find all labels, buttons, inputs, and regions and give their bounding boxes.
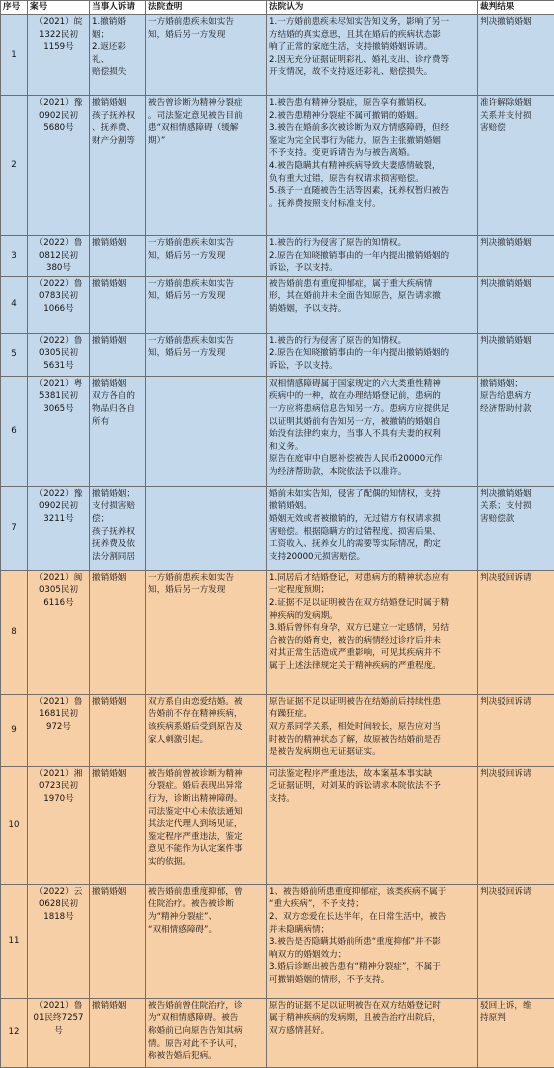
cell-court-opinion-line: 2.因无充分证据证明彩礼、婚礼支出、诊疗费等: [269, 54, 475, 67]
cell-case-number-line: （2021）皖: [30, 16, 87, 29]
cell-index: 3: [1, 236, 28, 277]
table-row: [1, 333, 554, 376]
cell-index: 5: [1, 333, 28, 376]
header-claims: 当事人诉请: [90, 1, 146, 15]
cell-judgment-result: [478, 96, 554, 236]
cell-court-findings-line: 被告婚前曾住院治疗，诊: [148, 1000, 264, 1013]
cell-court-opinion: [267, 333, 478, 376]
cell-court-findings: [146, 694, 267, 766]
cell-court-opinion-line: 害赔偿。根据隐瞒方的过错程度、损害后果、: [269, 526, 475, 539]
cell-case-number-line: 5631号: [30, 360, 87, 373]
cell-court-opinion-line: 原告的证据不足以证明被告在双方结婚登记时: [269, 1000, 475, 1013]
cell-court-opinion-line: 不予支持。变更诉请告为与被告离婚。: [269, 147, 475, 160]
cell-judgment-result-line: 持原判: [480, 1012, 552, 1025]
table-header-row: [1, 1, 554, 15]
cell-claims-line: 撤销婚姻；: [92, 488, 143, 501]
cell-court-opinion-line: 2.被告患精神分裂症不属可撤销的婚姻。: [269, 110, 475, 123]
cell-court-findings-line: 其法定代理人到场见证，: [148, 818, 264, 831]
cell-court-findings-line: 一方婚前患疾未如实告: [148, 278, 264, 291]
cell-case-number-line: （2021）粤: [30, 378, 87, 391]
cell-claims: [90, 766, 146, 884]
cell-judgment-result: [478, 766, 554, 884]
cell-case-number-line: 1970号: [30, 793, 87, 806]
cell-judgment-result-line: 判决撤销婚姻: [480, 237, 552, 250]
cell-court-opinion: [267, 570, 478, 694]
cell-court-opinion: [267, 96, 478, 236]
cell-index: 10: [1, 766, 28, 884]
cell-court-opinion-line: 原告在庭审中自愿补偿被告人民币20000元作: [269, 453, 475, 466]
cell-court-findings: [146, 766, 267, 884]
cell-case-number-line: 0902民初: [30, 110, 87, 123]
cell-court-opinion: [267, 236, 478, 277]
cell-judgment-result: [478, 276, 554, 333]
cell-court-opinion-line: 原告证据不足以证明被告在结婚前后持续性患: [269, 696, 475, 709]
cell-case-number-line: 0305民初: [30, 584, 87, 597]
cell-court-opinion-line: 1.同居后才结婚登记，对患病方的精神状态应有: [269, 572, 475, 585]
table-row: [1, 236, 554, 277]
cell-case-number-line: 3211号: [30, 513, 87, 526]
cell-court-opinion-line: 有躁狂症。: [269, 708, 475, 721]
cell-case-number: [28, 96, 90, 236]
cell-claims-line: 孩子抚养权: [92, 110, 143, 123]
cell-court-opinion-line: 和义务。: [269, 441, 475, 454]
cell-court-findings-line: 意见不能作为认定案件事: [148, 843, 264, 856]
cell-index: 4: [1, 276, 28, 333]
cell-court-findings: [146, 276, 267, 333]
cell-case-number-line: （2022）鲁: [30, 335, 87, 348]
cell-claims-line: 1.撤销婚: [92, 16, 143, 29]
cell-court-opinion-line: 4.被告隐瞒其有精神疾病导致夫妻感情破裂，: [269, 160, 475, 173]
cell-case-number-line: 号: [30, 1025, 87, 1038]
cell-court-opinion-line: 合被告的婚育史，被告的病情经过诊疗后并未: [269, 635, 475, 648]
cell-index: 9: [1, 694, 28, 766]
cell-claims-line: 撤销婚姻: [92, 97, 143, 110]
cell-index: 11: [1, 884, 28, 998]
cell-court-opinion-line: 响了正常的家庭生活，支持撤销婚姻诉请。: [269, 41, 475, 54]
cell-claims-line: 撤销婚姻: [92, 278, 143, 291]
cell-case-number-line: 1159号: [30, 41, 87, 54]
cell-claims-line: 撤销婚姻: [92, 886, 143, 899]
cell-court-findings-line: 告婚前不存在精神疾病，: [148, 708, 264, 721]
table-row: [1, 96, 554, 236]
cell-court-opinion-line: 支持20000元损害赔偿。: [269, 551, 475, 564]
cell-court-opinion-line: 2.原告在知晓撤销事由的一年内提出撤销婚姻的: [269, 250, 475, 263]
cell-court-findings: [146, 15, 267, 96]
cell-judgment-result-line: 经济帮助付款: [480, 403, 552, 416]
table-body: [1, 15, 554, 1068]
cell-court-findings-line: 该疾病系婚后受到原告及: [148, 721, 264, 734]
cell-judgment-result: [478, 376, 554, 486]
cell-case-number-line: （2022）云: [30, 886, 87, 899]
cell-court-opinion-line: 3.婚后曾怀有身孕，双方已建立一定感情，另结: [269, 622, 475, 635]
cell-claims: [90, 15, 146, 96]
cell-claims: [90, 96, 146, 236]
cell-court-opinion-line: 属于上述法律规定关于精神疾病的严重程度。: [269, 660, 475, 673]
cell-court-findings-line: 被告婚前患重度抑郁，曾: [148, 886, 264, 899]
cell-case-number: [28, 998, 90, 1067]
cell-court-opinion-line: 对其正常生活造成严重影响，可见其疾病并不: [269, 647, 475, 660]
cell-court-opinion-line: 并未隐瞒病情；: [269, 924, 475, 937]
cell-court-findings-line: 一方婚前患疾未如实告: [148, 237, 264, 250]
cell-court-findings-line: 被告曾诊断为精神分裂症: [148, 97, 264, 110]
cell-judgment-result-line: 判决撤销婚姻: [480, 335, 552, 348]
cell-court-findings-line: 知，婚后另一方发现: [148, 584, 264, 597]
cell-claims-line: 撤销婚姻: [92, 572, 143, 585]
cell-judgment-result-line: 判决撤销婚姻: [480, 16, 552, 29]
cell-judgment-result: [478, 486, 554, 570]
cell-court-opinion-line: 可撤销婚姻的情形，不予支持。: [269, 974, 475, 987]
cell-claims-line: 撤销婚姻: [92, 378, 143, 391]
cell-claims-line: 撤销婚姻: [92, 335, 143, 348]
cell-court-opinion-line: 鉴定为完全民事行为能力，原告主张撤销婚姻: [269, 135, 475, 148]
cell-court-opinion-line: 5.孩子一直随被告生活等因素，抚养权暂归被告: [269, 185, 475, 198]
cell-court-opinion-line: 始没有法律约束力，当事人不具有夫妻的权利: [269, 428, 475, 441]
cell-case-number-line: 1681民初: [30, 708, 87, 721]
cell-judgment-result-line: 判决驳回诉请: [480, 696, 552, 709]
cell-judgment-result-line: 判决撤销婚姻: [480, 488, 552, 501]
cell-case-number-line: （2022）鲁: [30, 278, 87, 291]
cell-court-findings-line: 知，婚后另一方发现: [148, 290, 264, 303]
cell-court-opinion-line: 是被告发病期也无证据证实。: [269, 746, 475, 759]
cell-judgment-result-line: 关系并支付损: [480, 110, 552, 123]
cell-court-findings: [146, 96, 267, 236]
cell-court-opinion-line: 2.原告在知晓撤销事由的一年内提出撤销婚姻的: [269, 347, 475, 360]
cell-judgment-result: [478, 998, 554, 1067]
cell-court-opinion-line: 工资收入、抚养女儿的需要等实际情况，酌定: [269, 538, 475, 551]
cell-claims-line: 所有: [92, 416, 143, 429]
cell-court-findings-line: 双方系自由恋爱结婚。被: [148, 696, 264, 709]
cell-court-opinion-line: 方结婚的真实意思，且其在婚后的疾病状态影: [269, 29, 475, 42]
cell-court-opinion-line: 疾病中的一种，故在办理结婚登记前，患病的: [269, 390, 475, 403]
cell-court-opinion-line: 2、双方恋爱在长达半年，在日常生活中，被告: [269, 911, 475, 924]
cell-case-number-line: 1322民初: [30, 29, 87, 42]
cell-judgment-result-line: 判决驳回诉请: [480, 768, 552, 781]
cell-case-number-line: 5381民初: [30, 390, 87, 403]
cell-court-findings-line: 家人刺激引起。: [148, 734, 264, 747]
cell-court-opinion: [267, 486, 478, 570]
cell-court-opinion-line: 响双方的婚姻效力；: [269, 949, 475, 962]
cell-court-findings-line: 称婚前已向原告告知其病: [148, 1025, 264, 1038]
cell-index: 2: [1, 96, 28, 236]
cell-claims: [90, 694, 146, 766]
cell-court-findings-line: 情。原告对此不予认可，: [148, 1038, 264, 1051]
cell-court-opinion: [267, 376, 478, 486]
cell-court-findings-line: 分裂症。婚后表现出异常: [148, 780, 264, 793]
cell-claims-line: 孩子抚养权: [92, 526, 143, 539]
table-row: [1, 998, 554, 1067]
cell-court-findings-line: 。司法鉴定意见被告目前: [148, 110, 264, 123]
cell-case-number: [28, 570, 90, 694]
cell-claims-line: 姻；: [92, 29, 143, 42]
table-row: [1, 570, 554, 694]
cell-claims-line: 偿；: [92, 513, 143, 526]
cell-claims-line: 抚养费及依: [92, 538, 143, 551]
cell-index: 6: [1, 376, 28, 486]
cell-court-opinion-line: 3.被告是否隐瞒其婚前所患“重度抑郁”并不影: [269, 936, 475, 949]
cell-judgment-result-line: 害赔偿: [480, 122, 552, 135]
cell-court-findings: [146, 236, 267, 277]
cell-index: 1: [1, 15, 28, 96]
cell-judgment-result: [478, 884, 554, 998]
cell-judgment-result-line: 原告给患病方: [480, 390, 552, 403]
header-court-opinion: 法院认为: [267, 1, 478, 15]
table-row: [1, 694, 554, 766]
cell-case-number-line: （2022）豫: [30, 488, 87, 501]
cell-judgment-result: [478, 236, 554, 277]
cell-court-findings-line: 为“精神分裂症”、: [148, 911, 264, 924]
cell-court-findings-line: 一方婚前患疾未如实告: [148, 16, 264, 29]
cell-court-opinion-line: 负有重大过错，原告有权请求损害赔偿。: [269, 173, 475, 186]
cell-judgment-result-line: 判决驳回诉请: [480, 886, 552, 899]
cell-court-findings: [146, 570, 267, 694]
cell-claims-line: 法分割同居: [92, 551, 143, 564]
cell-case-number-line: 1066号: [30, 303, 87, 316]
cell-judgment-result-line: 害赔偿款: [480, 513, 552, 526]
cell-court-findings: [146, 486, 267, 570]
cell-court-opinion-line: 销婚姻，予以支持。: [269, 303, 475, 316]
cell-court-opinion-line: 乏证据证明，对刘某的诉讼请求本院依法不予: [269, 780, 475, 793]
cell-court-opinion-line: 婚前未如实告知，侵害了配偶的知情权，支持: [269, 488, 475, 501]
cell-court-opinion-line: 2.证据不足以证明被告在双方结婚登记时属于精: [269, 597, 475, 610]
cell-claims: [90, 998, 146, 1067]
cell-case-number-line: 972号: [30, 721, 87, 734]
cell-claims-line: 物品归各自: [92, 403, 143, 416]
cell-case-number: [28, 276, 90, 333]
cell-court-opinion: [267, 766, 478, 884]
table-row: [1, 486, 554, 570]
cell-claims: [90, 884, 146, 998]
cell-court-findings-line: 行为，诊断出精神障碍。: [148, 793, 264, 806]
cell-claims-line: 双方各自的: [92, 390, 143, 403]
cell-case-number-line: （2021）鲁: [30, 696, 87, 709]
cell-claims: [90, 276, 146, 333]
cell-case-number-line: 380号: [30, 262, 87, 275]
cell-court-opinion-line: 1.被告的行为侵害了原告的知情权。: [269, 237, 475, 250]
cell-judgment-result-line: 撤销婚姻；: [480, 378, 552, 391]
table-row: [1, 15, 554, 96]
cell-case-number: [28, 884, 90, 998]
cell-court-opinion-line: 双相情感障碍属于国家规定的六大类重性精神: [269, 378, 475, 391]
cell-claims: [90, 236, 146, 277]
cell-case-number: [28, 694, 90, 766]
cell-claims-line: 撤销婚姻: [92, 1000, 143, 1013]
cell-case-number-line: 0902民初: [30, 500, 87, 513]
cell-case-number-line: 0628民初: [30, 898, 87, 911]
cell-case-number-line: 0305民初: [30, 347, 87, 360]
cell-court-opinion: [267, 694, 478, 766]
table-row: [1, 376, 554, 486]
cell-claims-line: 撤销婚姻: [92, 237, 143, 250]
cell-claims-line: 赔偿损失: [92, 66, 143, 79]
cell-court-findings-line: 鉴定程序严重违法，鉴定: [148, 831, 264, 844]
cell-claims: [90, 570, 146, 694]
cell-case-number-line: 5680号: [30, 122, 87, 135]
cell-index: 8: [1, 570, 28, 694]
cell-judgment-result-line: 判决驳回诉请: [480, 572, 552, 585]
cell-case-number-line: 0723民初: [30, 780, 87, 793]
cell-case-number-line: 1818号: [30, 911, 87, 924]
cell-court-opinion-line: 司法鉴定程序严重违法，故本案基本事实缺: [269, 768, 475, 781]
cell-judgment-result: [478, 570, 554, 694]
cell-court-opinion-line: 诉讼，予以支持。: [269, 262, 475, 275]
cell-case-number-line: （2022）鲁: [30, 237, 87, 250]
cell-court-findings-line: 知，婚后另一方发现: [148, 347, 264, 360]
cell-case-number-line: 0783民初: [30, 290, 87, 303]
cell-court-opinion-line: 。抚养费按照支付标准支付。: [269, 198, 475, 211]
cell-court-opinion-line: 婚姻无效或者被撤销的，无过错方有权请求损: [269, 513, 475, 526]
cell-court-findings: [146, 998, 267, 1067]
cell-court-findings-line: 知，婚后另一方发现: [148, 29, 264, 42]
cell-case-number-line: 6116号: [30, 597, 87, 610]
cell-court-findings: [146, 884, 267, 998]
cell-court-opinion: [267, 998, 478, 1067]
cell-court-opinion-line: 双方感情甚好。: [269, 1025, 475, 1038]
cell-court-opinion-line: 1.被告的行为侵害了原告的知情权。: [269, 335, 475, 348]
cell-court-opinion-line: 为经济帮助款，本院依法予以准许。: [269, 466, 475, 479]
cell-case-number: [28, 486, 90, 570]
cell-court-opinion-line: 1、被告婚前所患重度抑郁症，该类疾病不属于: [269, 886, 475, 899]
cell-judgment-result: [478, 15, 554, 96]
cell-court-findings-line: “双相情感障碍”。: [148, 924, 264, 937]
cell-claims-line: 2.返还彩礼、: [92, 41, 143, 66]
cell-case-number: [28, 766, 90, 884]
cell-index: 12: [1, 998, 28, 1067]
header-index: 序号: [1, 1, 28, 15]
cell-case-number-line: （2021）鲁: [30, 1000, 87, 1013]
cell-case-number: [28, 236, 90, 277]
cell-case-number: [28, 376, 90, 486]
cell-claims-line: 撤销婚姻: [92, 768, 143, 781]
cell-court-opinion-line: 撤销婚姻。: [269, 500, 475, 513]
header-case-number: 案号: [28, 1, 90, 15]
cell-court-opinion: [267, 884, 478, 998]
cell-judgment-result-line: 驳回上诉，维: [480, 1000, 552, 1013]
cell-court-findings-line: 一方婚前患疾未如实告: [148, 335, 264, 348]
cell-court-findings-line: 实的依据。: [148, 856, 264, 869]
cell-case-number-line: （2021）豫: [30, 97, 87, 110]
cell-judgment-result: [478, 333, 554, 376]
cell-court-opinion-line: 神疾病的发病期。: [269, 610, 475, 623]
cell-court-opinion-line: 开支情况，故不支持返还彩礼、赔偿损失。: [269, 66, 475, 79]
cell-court-findings: [146, 376, 267, 486]
cell-court-opinion-line: 支持。: [269, 793, 475, 806]
cell-judgment-result-line: 判决撤销婚姻: [480, 278, 552, 291]
cell-claims: [90, 486, 146, 570]
cell-claims-line: 、抚养费、: [92, 122, 143, 135]
cell-court-findings: [146, 333, 267, 376]
cell-case-number: [28, 333, 90, 376]
cell-case-number: [28, 15, 90, 96]
cell-claims: [90, 333, 146, 376]
table-row: [1, 276, 554, 333]
cell-court-findings-line: 期）”: [148, 135, 264, 148]
cell-court-opinion-line: “重大疾病”，不予支持；: [269, 898, 475, 911]
table-row: [1, 766, 554, 884]
cell-case-number-line: 3065号: [30, 403, 87, 416]
cell-claims: [90, 376, 146, 486]
header-court-findings: 法院查明: [146, 1, 267, 15]
cell-court-findings-line: 为“双相情感障碍。被告: [148, 1012, 264, 1025]
cell-case-number-line: 0812民初: [30, 250, 87, 263]
table-row: [1, 884, 554, 998]
cell-court-findings-line: 患“双相情感障碍（缓解: [148, 122, 264, 135]
header-judgment-result: 裁判结果: [478, 1, 554, 15]
cell-case-number-line: （2021）湘: [30, 768, 87, 781]
cell-claims-line: 财产分割等: [92, 135, 143, 148]
cell-court-opinion-line: 3.被告在婚前多次被诊断为双方情感障碍，但经: [269, 122, 475, 135]
cell-court-opinion-line: 属于精神疾病的发病期，且被告治疗出院后，: [269, 1012, 475, 1025]
cell-judgment-result-line: 准许解除婚姻: [480, 97, 552, 110]
cell-court-opinion: [267, 276, 478, 333]
cell-court-opinion: [267, 15, 478, 96]
cell-court-opinion-line: 一定程度预期；: [269, 584, 475, 597]
cell-court-opinion-line: 被告婚前患有重度抑郁症，属于重大疾病情: [269, 278, 475, 291]
cell-court-findings-line: 一方婚前患疾未如实告: [148, 572, 264, 585]
cell-case-number-line: （2021）闽: [30, 572, 87, 585]
cell-court-findings-line: 住院治疗。被告被诊断: [148, 898, 264, 911]
cell-court-opinion-line: 一方应将患病信息告知另一方。患病方应提供足: [269, 403, 475, 416]
cell-court-opinion-line: 诉讼，予以支持。: [269, 360, 475, 373]
cell-court-opinion-line: 时被告的精神状态了解，故原被告结婚前是否: [269, 734, 475, 747]
cell-case-number-line: 01民终7257: [30, 1012, 87, 1025]
cell-court-findings-line: 被告婚前曾被诊断为精神: [148, 768, 264, 781]
cell-court-findings-line: 知，婚后另一方发现: [148, 250, 264, 263]
cell-court-opinion-line: 双方系同学关系，相处时间较长，原告应对当: [269, 721, 475, 734]
cell-court-opinion-line: 形，其在婚前并未全面告知原告，原告请求撤: [269, 290, 475, 303]
cell-index: 7: [1, 486, 28, 570]
cell-claims-line: 撤销婚姻: [92, 696, 143, 709]
cell-court-opinion-line: 3.婚后诊断出被告患有“精神分裂症”，不属于: [269, 961, 475, 974]
cell-court-opinion-line: 以证明其婚前有告知另一方，被撤销的婚姻自: [269, 416, 475, 429]
cell-judgment-result: [478, 694, 554, 766]
cell-court-opinion-line: 1.一方婚前患疾未尽知实告知义务，影响了另一: [269, 16, 475, 29]
cell-claims-line: 支付损害赔: [92, 500, 143, 513]
cell-court-findings-line: 司法鉴定中心未依法通知: [148, 806, 264, 819]
cell-court-opinion-line: 1.被告患有精神分裂症，原告享有撤销权。: [269, 97, 475, 110]
cell-court-findings-line: 称被告婚后犯病。: [148, 1050, 264, 1063]
cell-judgment-result-line: 关系；支付损: [480, 500, 552, 513]
